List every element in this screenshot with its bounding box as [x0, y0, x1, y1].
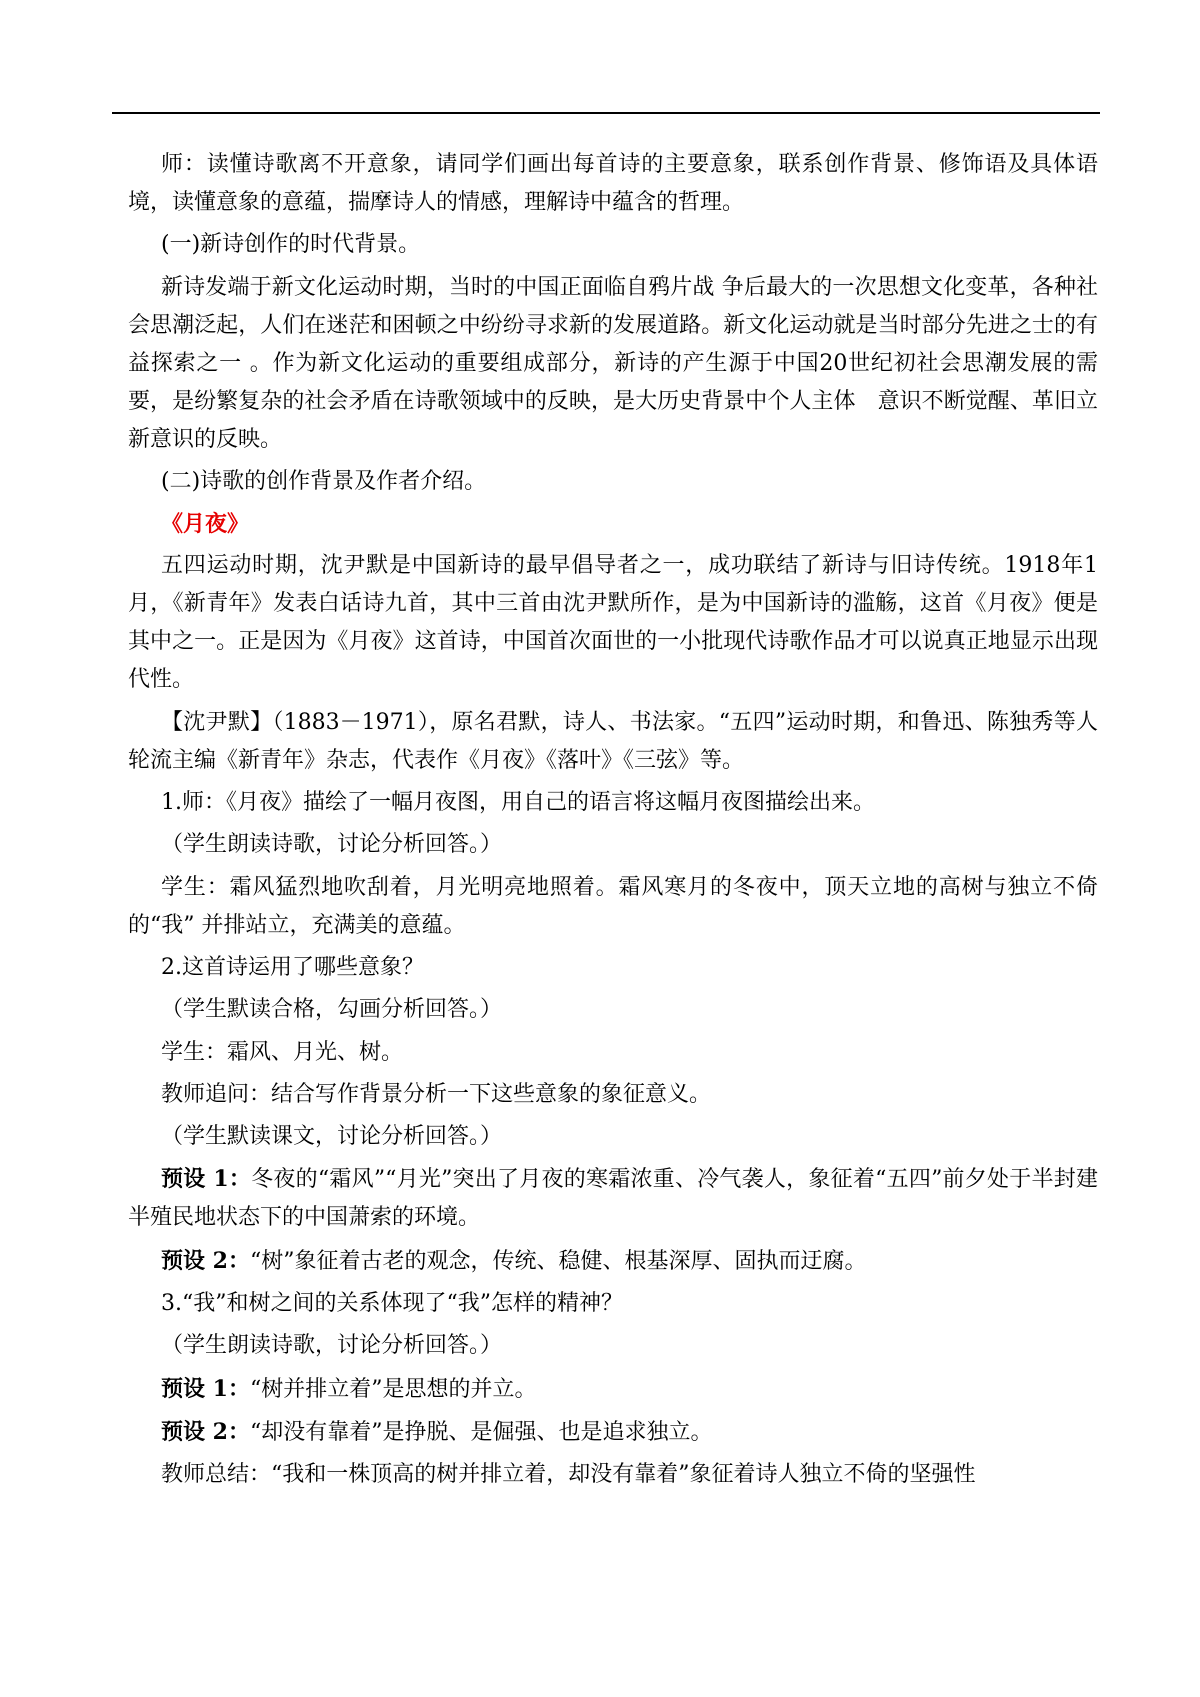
preset-label: 预设 2：: [161, 1418, 250, 1445]
preset-1-imagery: [128, 1160, 1098, 1237]
paragraph-teacher-intro: 师：读懂诗歌离不开意象，请同学们画出每首诗的主要意象，联系创作背景、修饰语及具体语境，读懂意象的意蕴，揣摩诗人的情感，理解诗中蕴含的哲理。: [128, 152, 1098, 215]
student-note-2: （学生默读合格，勾画分析回答。）: [161, 997, 503, 1023]
preset-text: “却没有靠着”是挣脱、是倔强、也是追求独立。: [249, 1419, 713, 1445]
preset-text: “树”象征着古老的观念，传统、稳健、根基深厚、固执而迂腐。: [249, 1248, 867, 1274]
paragraph-author-bio: 【沈尹默】（1883－1971），原名君默，诗人、书法家。“五四”运动时期，和鲁迅、陈独秀等人轮流主编《新青年》杂志，代表作《月夜》《落叶》《三弦》等。: [128, 709, 1098, 773]
question-3: 3.“我”和树之间的关系体现了“我”怎样的精神？: [161, 1291, 623, 1317]
preset-text: 冬夜的“霜风”“月光”突出了月夜的寒霜浓重、冷气袭人，象征着“五四”前夕处于半封建半殖民地状态下的中国萧索的环境。: [128, 1167, 1098, 1231]
section-heading-background: (一)新诗创作的时代背景。: [161, 232, 421, 258]
paragraph-may-fourth: 五四运动时期，沈尹默是中国新诗的最早倡导者之一，成功联结了新诗与旧诗传统。1918年1月，《新青年》发表白话诗九首，其中三首由沈尹默所作，是为中国新诗的滥觞，这首《月夜》便是其中之一。正是因为《月夜》这首诗，中国首次面世的一小批现代诗歌作品才可以说真正地显示出现代性。: [128, 553, 1098, 693]
preset-label: 预设 2：: [161, 1247, 250, 1274]
teacher-summary: 教师总结：“我和一株顶高的树并排立着，却没有靠着”象征着诗人独立不倚的坚强性: [161, 1462, 976, 1488]
teacher-followup: 教师追问：结合写作背景分析一下这些意象的象征意义。: [161, 1081, 712, 1107]
paragraph-new-poetry-background: 新诗发端于新文化运动时期，当时的中国正面临自鸦片战 争后最大的一次思想文化变革，各种社会思潮泛起，人们在迷茫和困顿之中纷纷寻求新的发展道路。新文化运动就是当时部分先进之士的有益探索之一 。作为新文化运动的重要组成部分，新诗的产生源于中国20世纪初社会思潮发展的需要，是纷繁复杂的社会矛盾在诗歌领域中的反映，是大历史背景中个人主体 意识不断觉醒、革旧立新意识的反映。: [128, 274, 1098, 452]
document-body: [128, 146, 1098, 1499]
poem-title: 《月夜》: [161, 511, 250, 538]
preset-label: 预设 1：: [161, 1375, 250, 1402]
preset-2-spirit: [128, 1413, 1098, 1452]
student-answer-1: 学生：霜风猛烈地吹刮着，月光明亮地照着。霜风寒月的冬夜中，顶天立地的高树与独立不倚的“我” 并排站立，充满美的意蕴。: [128, 874, 1098, 938]
student-note-4: （学生朗读诗歌，讨论分析回答。）: [161, 1333, 503, 1359]
question-2: 2.这首诗运用了哪些意象？: [161, 954, 424, 980]
student-note-1: （学生朗读诗歌，讨论分析回答。）: [161, 832, 503, 858]
preset-1-spirit: [128, 1370, 1098, 1409]
question-1: 1.师：《月夜》描绘了一幅月夜图，用自己的语言将这幅月夜图描绘出来。: [161, 790, 875, 816]
preset-2-imagery: [128, 1242, 1098, 1281]
student-answer-2: 学生：霜风、月光、树。: [161, 1039, 404, 1065]
preset-text: “树并排立着”是思想的并立。: [249, 1376, 537, 1402]
student-note-3: （学生默读课文，讨论分析回答。）: [161, 1124, 503, 1150]
section-heading-author: (二)诗歌的创作背景及作者介绍。: [161, 468, 487, 494]
preset-label: 预设 1：: [161, 1166, 252, 1193]
header-rule: [112, 112, 1100, 114]
